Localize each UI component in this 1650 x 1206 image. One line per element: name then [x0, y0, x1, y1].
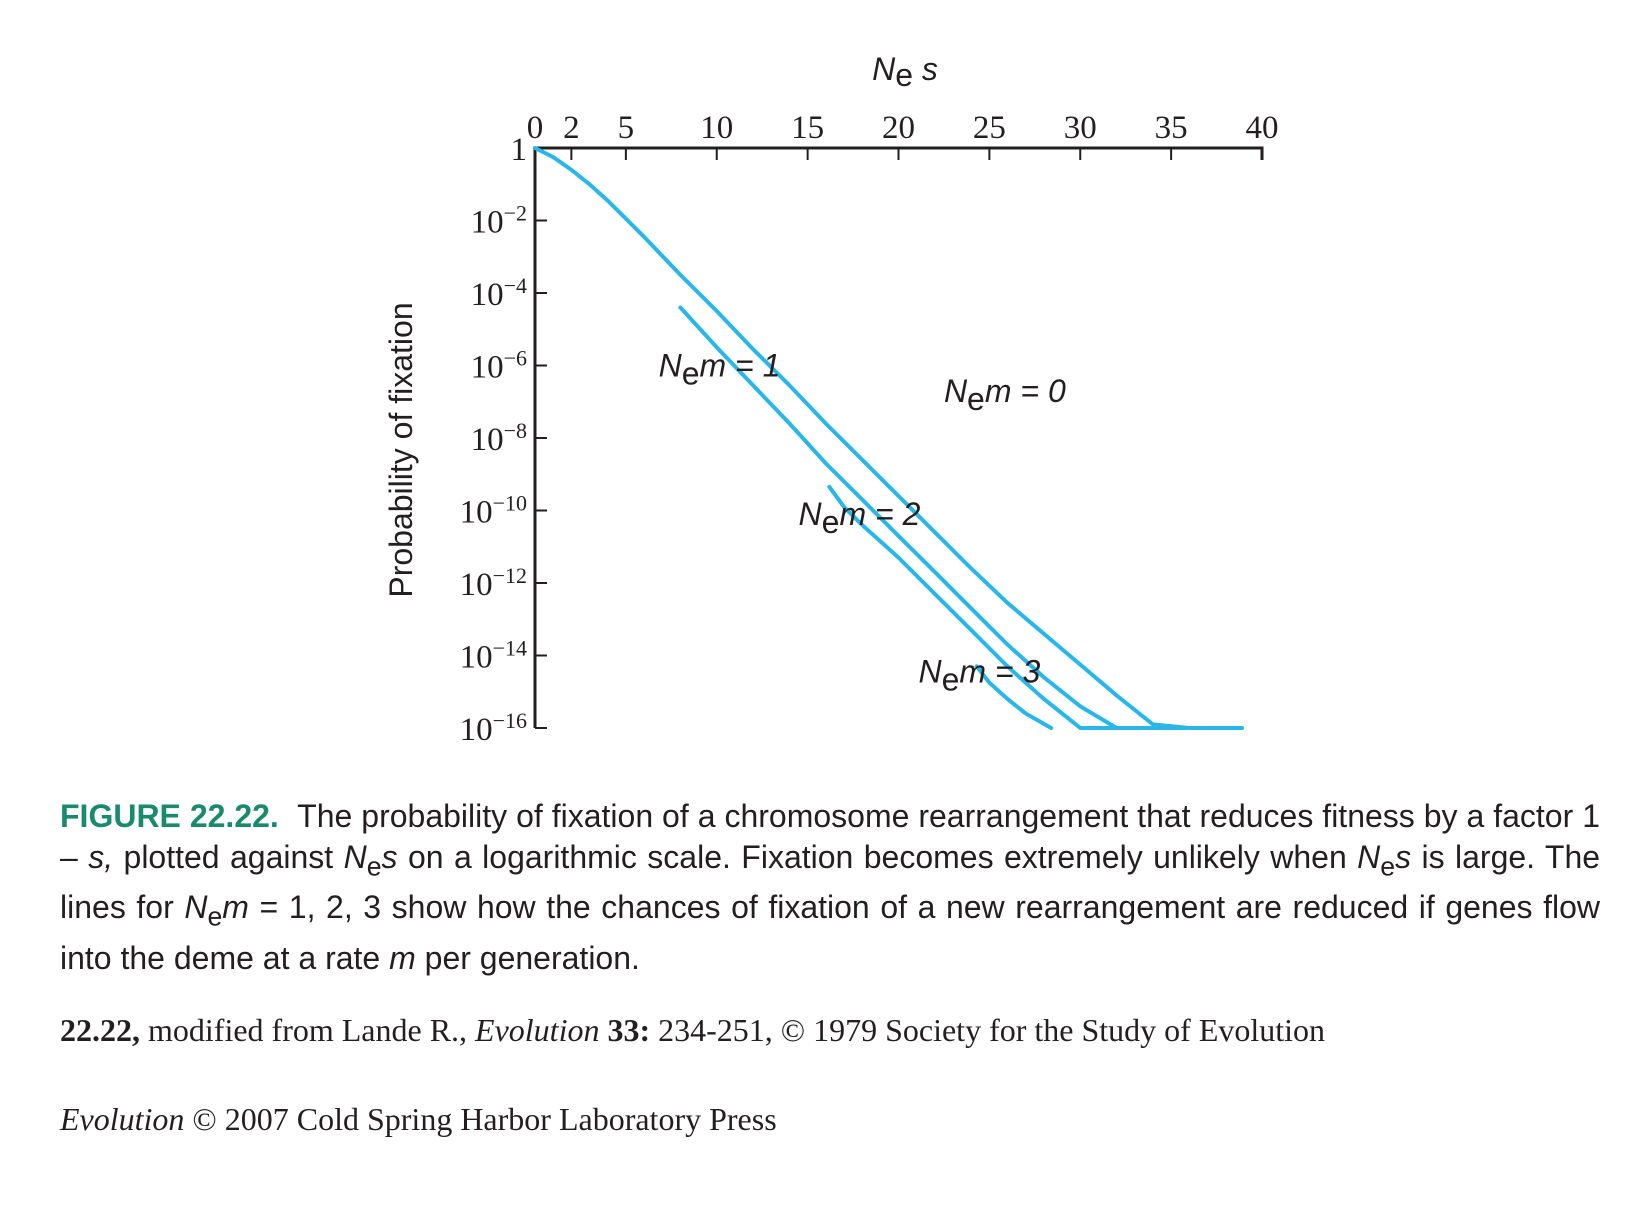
series-lines [535, 148, 1242, 728]
credit-text-2: 234-251, © 1979 Society for the Study of Evolution [650, 1012, 1326, 1048]
caption-s-italic: s, [88, 839, 114, 875]
caption-n-3: N [184, 889, 208, 926]
series-label-nem-3: Nem = 3 [918, 653, 1041, 698]
x-tick-label: 40 [1245, 110, 1279, 146]
figure-source-credit [60, 1012, 1325, 1049]
caption-n: N [343, 839, 367, 875]
series-label-nem-2: Nem = 2 [798, 496, 921, 540]
x-axis-title-sub: e [895, 57, 914, 93]
caption-sub-e: e [366, 851, 382, 882]
y-tick-label: $10^{-2}$ [470, 200, 527, 241]
y-tick-label: $10^{-6}$ [470, 345, 527, 386]
caption-text-17: per generation. [415, 939, 640, 976]
book-copyright-text: © 2007 Cold Spring Harbor Laboratory Press [184, 1101, 777, 1137]
x-tick-label: 15 [791, 110, 825, 146]
x-tick-label: 25 [972, 110, 1006, 146]
caption-sub-e-2: e [1380, 851, 1396, 882]
figure-label: FIGURE 22.22. [60, 798, 279, 834]
credit-journal: Evolution [475, 1012, 600, 1048]
caption-s: s [381, 839, 398, 875]
caption-text-15: = 1, 2, 3 show how the chances of fixation of a new rearrangement are reduced if genes flow into the deme at a rate [60, 889, 1601, 976]
caption-m: m [222, 889, 249, 926]
y-tick-label: $10^{-16}$ [459, 708, 527, 748]
x-tick-label: 35 [1154, 110, 1188, 146]
caption-n-2: N [1357, 839, 1381, 875]
caption-text-7: on a logarithmic scale. Fixation becomes extremely unlikely when [397, 839, 1358, 875]
series-labels [659, 347, 1066, 697]
credit-text-1: modified from Lande R., [140, 1012, 476, 1048]
series-label-nem-1: Nem = 1 [658, 347, 781, 392]
x-tick-label: 30 [1063, 110, 1097, 146]
y-tick-label: $10^{-14}$ [459, 635, 527, 676]
y-axis-title-group [383, 302, 419, 597]
credit-figure-number: 22.22, [60, 1012, 140, 1048]
caption-s-2: s [1395, 839, 1412, 875]
book-copyright [60, 1101, 777, 1138]
caption-text-11: is large. The lines for [60, 839, 1601, 926]
caption-text-1: The probability of fixation of a chromosome rearrangement that reduces fitness by a factor 1 – [60, 798, 1601, 875]
x-tick-label: 2 [563, 110, 580, 146]
x-axis-title [872, 51, 938, 93]
x-tick-label: 5 [617, 110, 635, 146]
y-tick-label: $10^{-4}$ [470, 273, 527, 313]
y-tick-label: 1 [510, 132, 527, 168]
x-axis-title-tail: s [913, 51, 938, 87]
book-title: Evolution [60, 1101, 185, 1137]
caption-text-3: plotted against [113, 839, 344, 875]
figure-caption [60, 796, 1600, 979]
x-tick-label: 10 [700, 110, 734, 146]
caption-m-2: m [389, 939, 416, 976]
x-tick-label: 20 [882, 110, 915, 146]
y-tick-label: $10^{-12}$ [459, 563, 527, 603]
series-line-nem-0 [535, 148, 1242, 728]
x-tick-label: 0 [526, 110, 544, 146]
series-label-nem-0: Nem = 0 [943, 372, 1066, 417]
y-tick-label: $10^{-8}$ [470, 418, 527, 458]
credit-volume: 33: [599, 1012, 651, 1048]
y-axis-title: Probability of fixation [383, 302, 419, 598]
caption-sub-e-3: e [207, 901, 223, 932]
x-axis-title-main: N [872, 51, 896, 87]
x-ticks [527, 110, 1279, 160]
y-tick-label: $10^{-10}$ [459, 490, 527, 531]
